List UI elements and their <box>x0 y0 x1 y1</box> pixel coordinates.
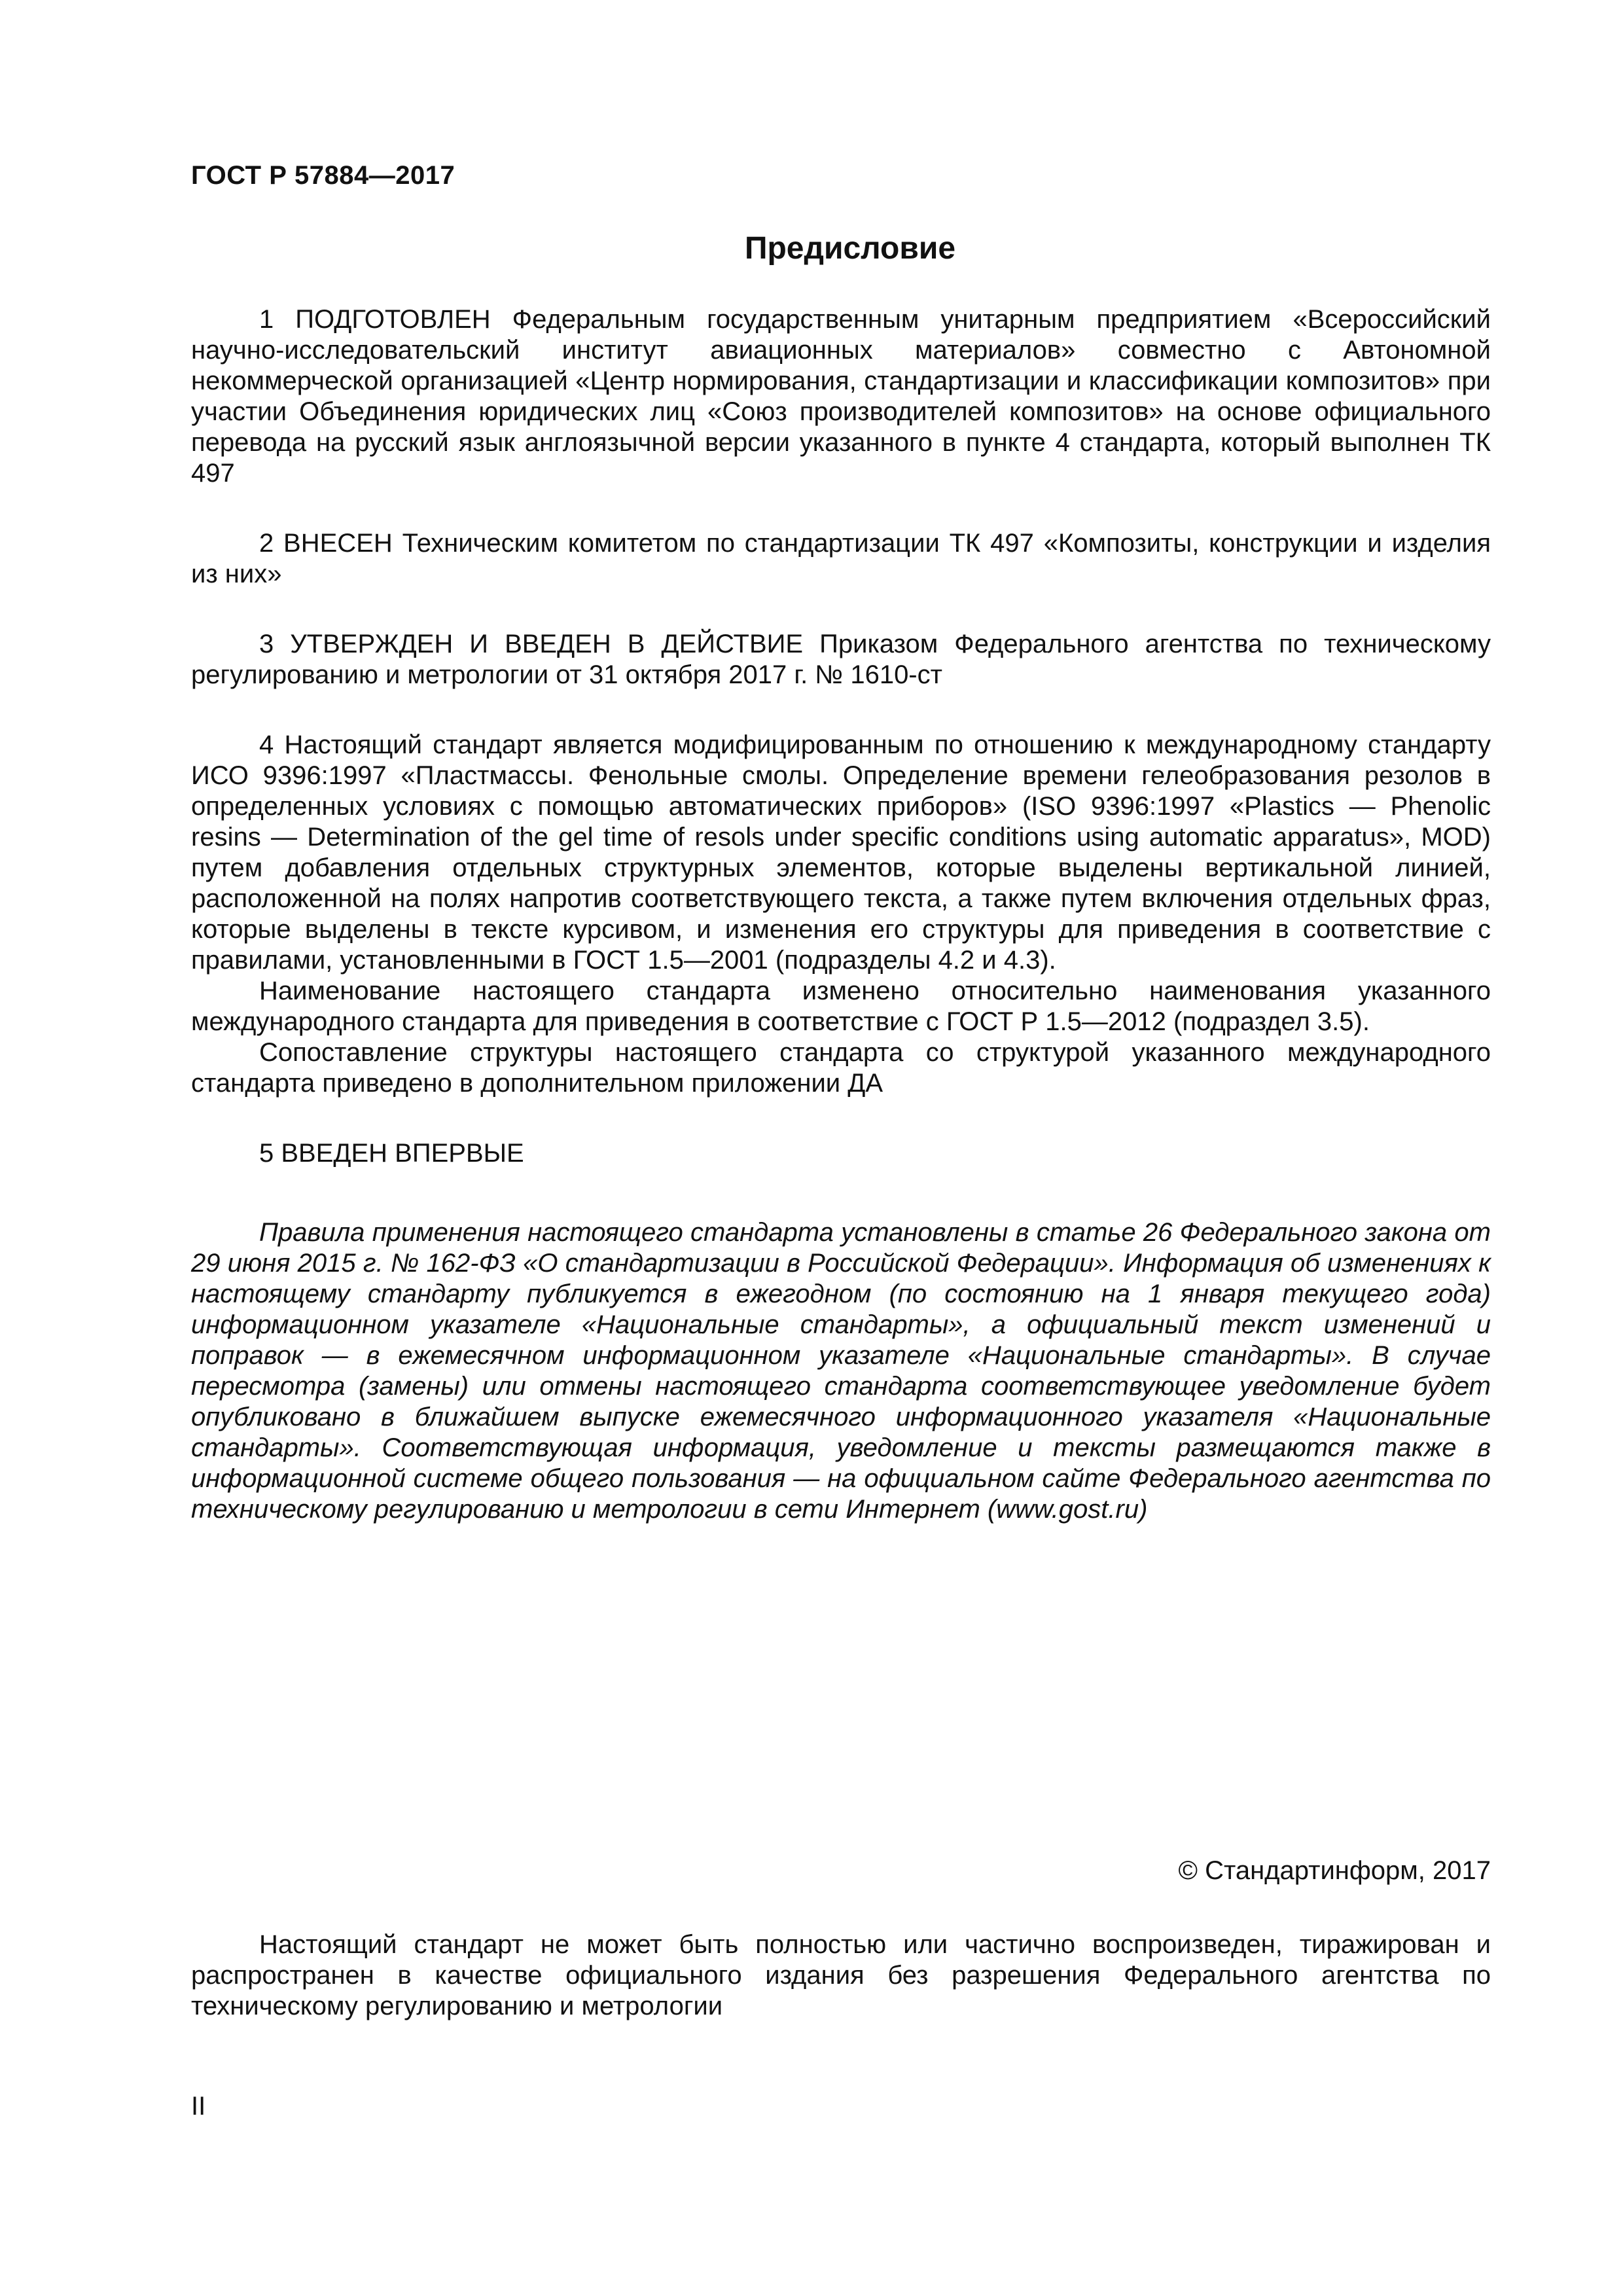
standard-code-header: ГОСТ Р 57884—2017 <box>191 161 455 190</box>
page-title: Предисловие <box>744 231 956 266</box>
copyright-line: © Стандартинформ, 2017 <box>1178 1856 1491 1885</box>
preface-item-4: 4 Настоящий стандарт является модифицированным по отношению к международному стандарту ИСО 9396:1997 «Пластмассы. Фенольные смолы. Определение времени гелеобразования резолов в определенных условиях с помощью автоматических приборов» (ISO 9396:1997 «Plastics — Phenolic resins — Determination of the gel time of resols under specific conditions using automatic apparatus», MOD) путем добавления отдельных структурных элементов, которые выделены вертикальной линией, расположенной на полях напротив соответствующего текста, а также путем включения отдельных фраз, которые выделены в тексте курсивом, и изменения его структуры для приведения в соответствие с правилами, установленными в ГОСТ 1.5—2001 (подразделы 4.2 и 4.3). <box>191 730 1491 975</box>
reproduction-text: Настоящий стандарт не может быть полностью или частично воспроизведен, тиражирован и распространен в качестве официального издания без разрешения Федерального агентства по техническому регулированию и метрологии <box>191 1930 1491 2020</box>
preface-item-2: 2 ВНЕСЕН Техническим комитетом по стандартизации ТК 497 «Композиты, конструкции и изделия из них» <box>191 529 1491 588</box>
preface-item-5: 5 ВВЕДЕН ВПЕРВЫЕ <box>259 1139 524 1168</box>
preface-body <box>191 304 1491 1169</box>
application-rules-notice <box>191 1217 1491 1525</box>
preface-item-4-paragraph-3: Сопоставление структуры настоящего стандарта со структурой указанного международного стандарта приведено в дополнительном приложении ДА <box>191 1038 1491 1098</box>
page-number: II <box>191 2092 206 2121</box>
notice-text: Правила применения настоящего стандарта установлены в статье 26 Федерального закона от 29 июня 2015 г. № 162-ФЗ «О стандартизации в Российской Федерации». Информация об изменениях к настоящему стандарту публикуется в ежегодном (по состоянию на 1 января текущего года) информационном указателе «Национальные стандарты», а официальный текст изменений и поправок — в ежемесячном информационном указателе «Национальные стандарты». В случае пересмотра (замены) или отмены настоящего стандарта соответствующее уведомление будет опубликовано в ближайшем выпуске ежемесячного информационного указателя «Национальные стандарты». Соответствующая информация, уведомление и тексты размещаются также в информационной системе общего пользования — на официальном сайте Федерального агентства по техническому регулированию и метрологии в сети Интернет (www.gost.ru) <box>191 1218 1491 1524</box>
preface-item-4-paragraph-2: Наименование настоящего стандарта изменено относительно наименования указанного международного стандарта для приведения в соответствие с ГОСТ Р 1.5—2012 (подраздел 3.5). <box>191 977 1491 1036</box>
reproduction-notice <box>191 1929 1491 2022</box>
preface-item-1: 1 ПОДГОТОВЛЕН Федеральным государственным унитарным предприятием «Всероссийский научно-исследовательский институт авиационных материалов» совместно с Автономной некоммерческой организацией «Центр нормирования, стандартизации и классификации композитов» при участии Объединения юридических лиц «Союз производителей композитов» на основе официального перевода на русский язык англоязычной версии указанного в пункте 4 стандарта, который выполнен ТК 497 <box>191 305 1491 488</box>
preface-item-3: 3 УТВЕРЖДЕН И ВВЕДЕН В ДЕЙСТВИЕ Приказом Федерального агентства по техническому регулированию и метрологии от 31 октября 2017 г. № 1610-ст <box>191 630 1491 689</box>
